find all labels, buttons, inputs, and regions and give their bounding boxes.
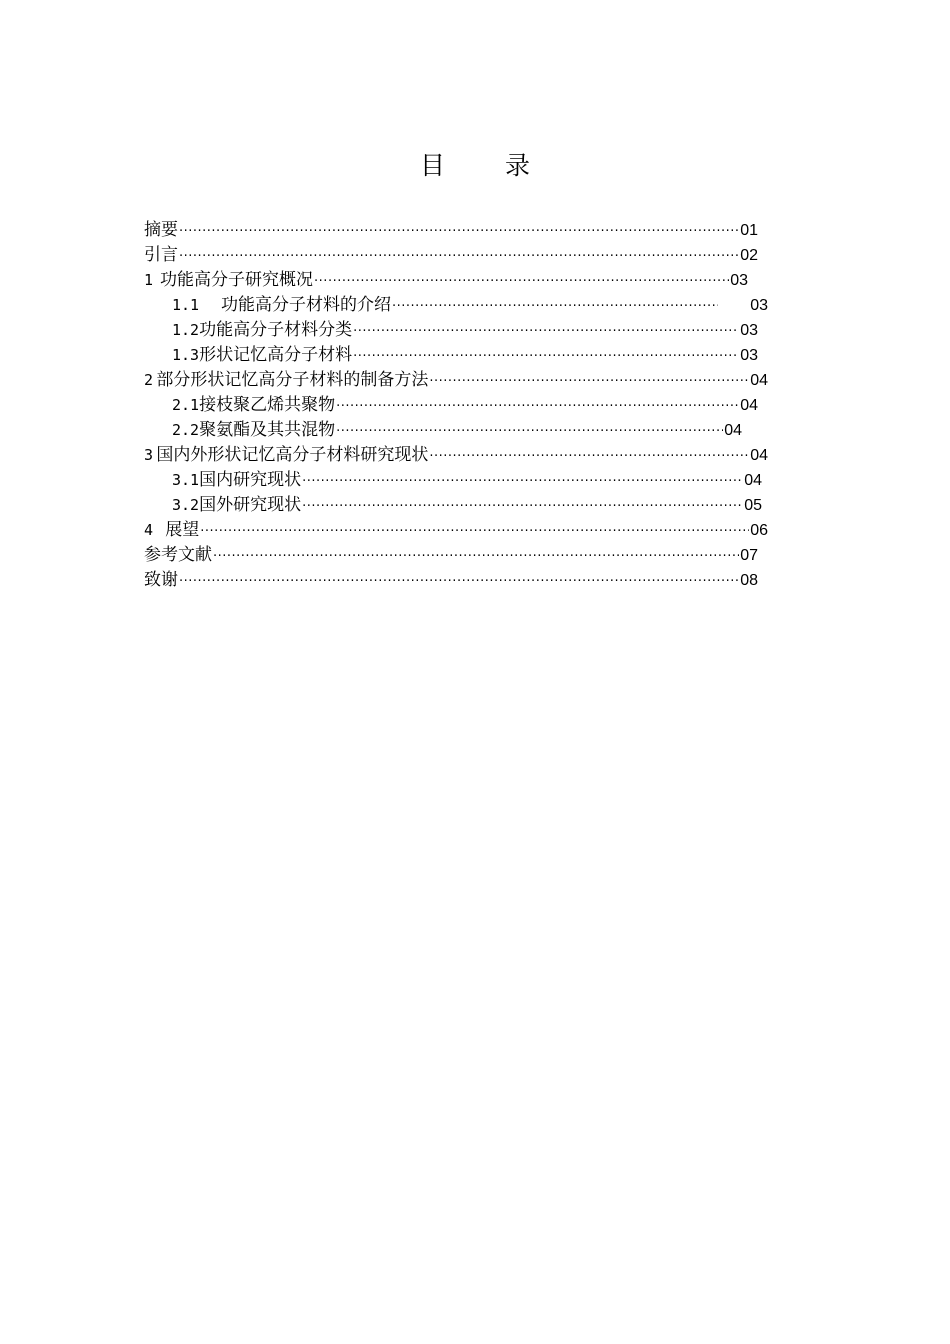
toc-entry-label: 功能高分子材料分类 — [199, 320, 353, 340]
toc-entry-page: 08 — [740, 572, 758, 589]
toc-entry-number: 4 — [144, 521, 154, 539]
toc-entry-chapter-1[interactable] — [144, 268, 748, 292]
toc-entry-introduction[interactable] — [144, 243, 758, 267]
page-title: 目 录 — [420, 151, 556, 180]
toc-entry-page: 04 — [750, 372, 768, 389]
toc-entry-page: 04 — [750, 447, 768, 464]
toc-entry-number: 1.3 — [172, 346, 200, 364]
toc-entry-label: 部分形状记忆高分子材料的制备方法 — [156, 370, 429, 390]
toc-entry-section-1-2[interactable] — [172, 318, 758, 342]
toc-entry-label: 摘要 — [144, 220, 178, 240]
toc-entry-number: 1.1 — [172, 296, 200, 314]
dot-leader — [429, 445, 749, 469]
toc-entry-number: 1.2 — [172, 321, 200, 339]
toc-entry-number: 1 — [144, 271, 154, 289]
toc-entry-number: 2.1 — [172, 396, 200, 414]
dot-leader — [213, 545, 739, 569]
toc-entry-page: 05 — [744, 497, 762, 514]
toc-entry-page: 03 — [750, 297, 768, 314]
dot-leader — [179, 570, 739, 594]
toc-entry-page: 03 — [740, 322, 758, 339]
dot-leader — [353, 320, 739, 344]
dot-leader — [353, 345, 739, 369]
toc-entry-number: 2 — [144, 371, 154, 389]
toc-entry-label: 功能高分子研究概况 — [160, 270, 314, 290]
toc-entry-page: 03 — [740, 347, 758, 364]
toc-entry-chapter-2[interactable] — [144, 368, 768, 392]
toc-entry-section-3-1[interactable] — [172, 468, 762, 492]
toc-entry-page: 02 — [740, 247, 758, 264]
toc-entry-page: 04 — [744, 472, 762, 489]
dot-leader — [392, 295, 718, 319]
toc-entry-references[interactable] — [144, 543, 758, 567]
toc-entry-page: 07 — [740, 547, 758, 564]
toc-entry-number: 3.2 — [172, 496, 200, 514]
dot-leader — [200, 520, 749, 544]
toc-entry-label: 聚氨酯及其共混物 — [199, 420, 336, 440]
toc-entry-chapter-4[interactable] — [144, 518, 768, 542]
toc-entry-section-1-1[interactable] — [172, 293, 768, 317]
toc-entry-page: 04 — [724, 422, 742, 439]
toc-entry-page: 04 — [740, 397, 758, 414]
toc-entry-page: 03 — [730, 272, 748, 289]
toc-entry-label: 功能高分子材料的介绍 — [221, 295, 391, 315]
toc-entry-chapter-3[interactable] — [144, 443, 768, 467]
toc-entry-label: 国外研究现状 — [199, 495, 302, 515]
toc-entry-section-1-3[interactable] — [172, 343, 758, 367]
dot-leader — [336, 395, 739, 419]
toc-entry-label: 参考文献 — [144, 545, 212, 565]
toc-entry-abstract[interactable] — [144, 218, 758, 242]
toc-entry-label: 国内研究现状 — [199, 470, 302, 490]
toc-entry-label: 国内外形状记忆高分子材料研究现状 — [156, 445, 429, 465]
dot-leader — [429, 370, 749, 394]
toc-entry-label: 引言 — [144, 245, 178, 265]
toc-entry-page: 06 — [750, 522, 768, 539]
dot-leader — [336, 420, 723, 444]
toc-entry-label: 形状记忆高分子材料 — [199, 345, 353, 365]
toc-entry-section-3-2[interactable] — [172, 493, 762, 517]
toc-entry-section-2-1[interactable] — [172, 393, 758, 417]
dot-leader — [179, 220, 739, 244]
dot-leader — [302, 495, 743, 519]
toc-entry-section-2-2[interactable] — [172, 418, 742, 442]
toc-entry-number: 3.1 — [172, 471, 200, 489]
toc-entry-number: 3 — [144, 446, 154, 464]
dot-leader — [314, 270, 729, 294]
toc-entry-page: 01 — [740, 222, 758, 239]
dot-leader — [302, 470, 743, 494]
toc-entry-label: 接枝聚乙烯共聚物 — [199, 395, 336, 415]
toc-entry-acknowledgements[interactable] — [144, 568, 758, 592]
toc-entry-number: 2.2 — [172, 421, 200, 439]
toc-entry-label: 展望 — [165, 520, 200, 540]
dot-leader — [179, 245, 739, 269]
toc-entry-label: 致谢 — [144, 570, 178, 590]
